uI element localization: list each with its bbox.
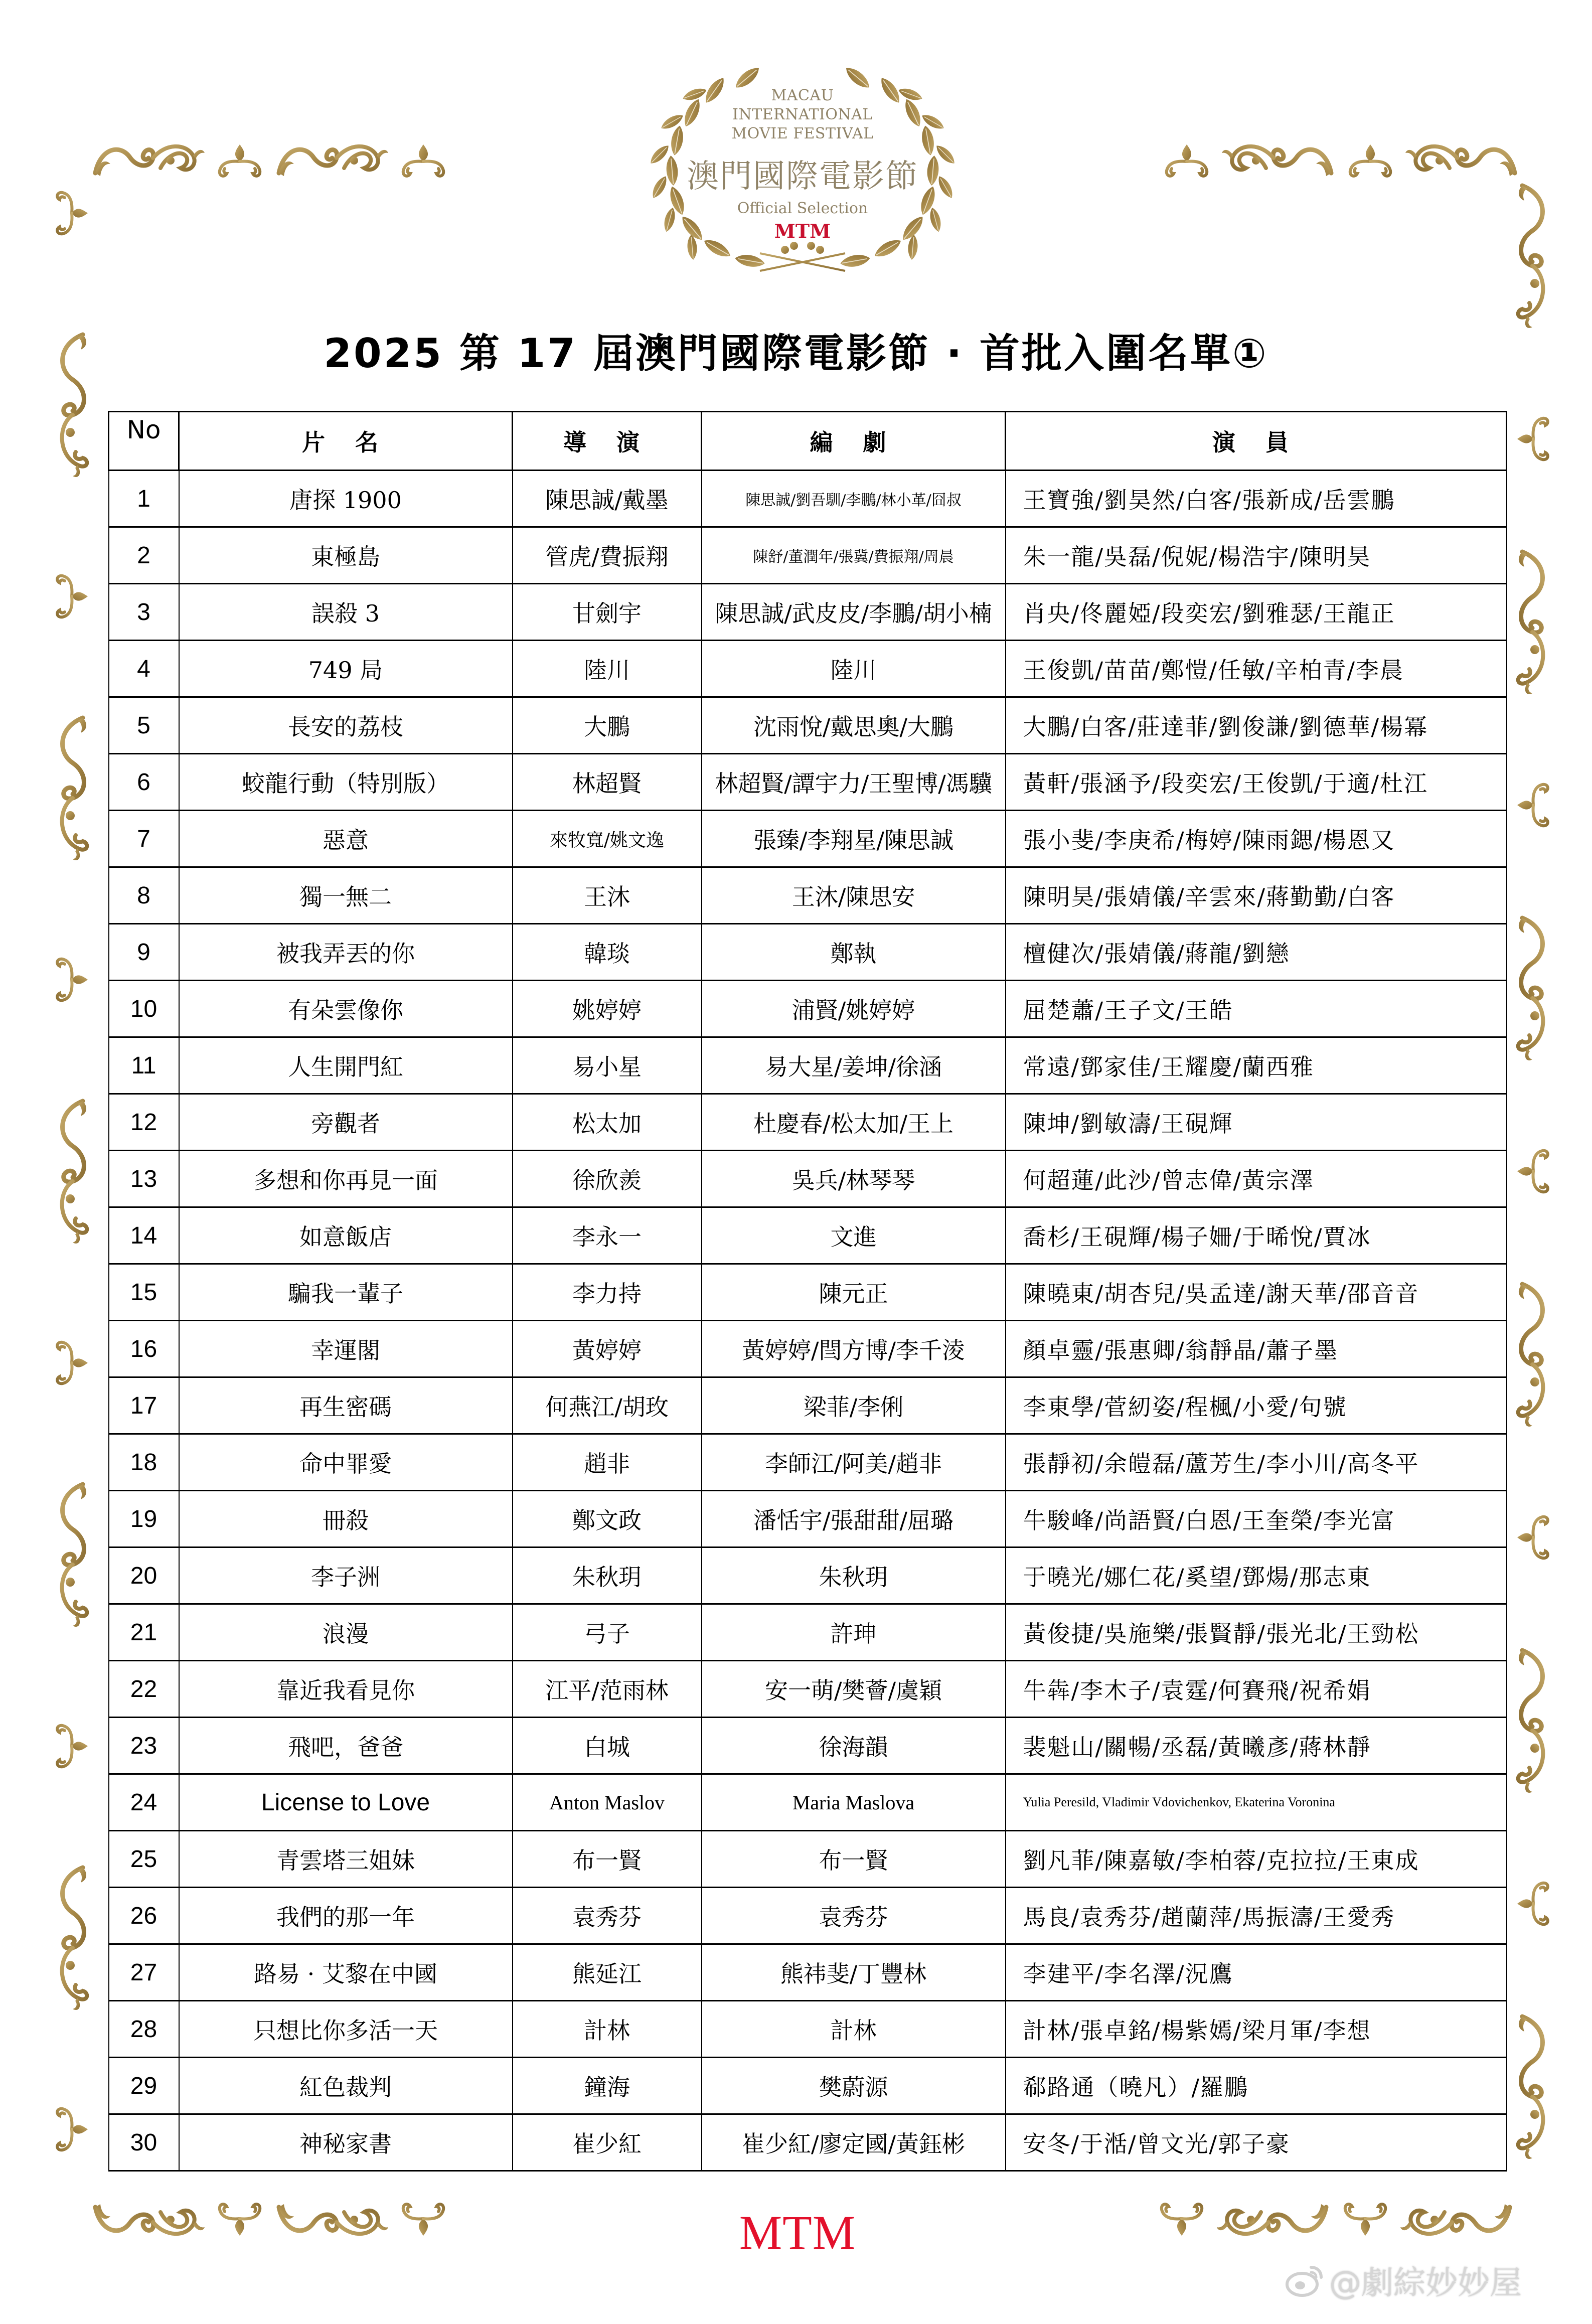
row-number: 4 xyxy=(109,641,179,697)
fleur-ornament-icon xyxy=(53,1714,93,1779)
fleur-ornament-icon xyxy=(210,2200,270,2240)
table-row xyxy=(109,2001,1507,2058)
row-number: 20 xyxy=(109,1547,179,1604)
director: 白城 xyxy=(513,1718,702,1774)
scroll-ornament-icon xyxy=(1507,913,1557,1063)
film-title: 獨一無二 xyxy=(179,867,513,924)
row-number: 26 xyxy=(109,1888,179,1944)
row-number: 25 xyxy=(109,1831,179,1888)
fleur-ornament-icon xyxy=(53,947,93,1012)
director: 管虎/費振翔 xyxy=(513,527,702,584)
director: 王沐 xyxy=(513,867,702,924)
scroll-ornament-icon xyxy=(1507,2011,1557,2162)
scroll-ornament-icon xyxy=(1221,138,1336,183)
row-number: 8 xyxy=(109,867,179,924)
fleur-ornament-icon xyxy=(1512,1139,1552,1204)
screenwriter: 李師江/阿美/趙非 xyxy=(702,1434,1006,1491)
film-title: 青雲塔三姐妹 xyxy=(179,1831,513,1888)
fleur-ornament-icon xyxy=(393,2200,453,2240)
director: 朱秋玥 xyxy=(513,1547,702,1604)
film-title: 如意飯店 xyxy=(179,1207,513,1264)
cast: 于曉光/娜仁花/奚望/鄧煬/那志東 xyxy=(1006,1547,1507,1604)
table-body xyxy=(109,471,1507,2171)
row-number: 29 xyxy=(109,2058,179,2114)
cast: 馬良/袁秀芬/趙蘭萍/馬振濤/王愛秀 xyxy=(1006,1888,1507,1944)
cast: 黃軒/張涵予/段奕宏/王俊凱/于適/杜江 xyxy=(1006,754,1507,811)
table-row xyxy=(109,1718,1507,1774)
screenwriter: 浦賢/姚婷婷 xyxy=(702,981,1006,1037)
screenwriter: 沈雨悅/戴思奧/大鵬 xyxy=(702,697,1006,754)
page-title: 2025 第 17 屆澳門國際電影節 · 首批入圍名單① xyxy=(324,330,1268,377)
logo-brand: MTM xyxy=(774,220,831,242)
table-row xyxy=(109,697,1507,754)
cast: 檀健次/張婧儀/蔣龍/劉戀 xyxy=(1006,924,1507,981)
table-row xyxy=(109,1888,1507,1944)
director: 來牧寬/姚文逸 xyxy=(513,811,702,867)
film-title: 人生開門紅 xyxy=(179,1037,513,1094)
cast: 郗路通（曉凡）/羅鵬 xyxy=(1006,2058,1507,2114)
film-title: 只想比你多活一天 xyxy=(179,2001,513,2058)
film-title: 冊殺 xyxy=(179,1491,513,1547)
film-title: 命中罪愛 xyxy=(179,1434,513,1491)
table-row xyxy=(109,867,1507,924)
row-number: 16 xyxy=(109,1321,179,1377)
film-title: 旁觀者 xyxy=(179,1094,513,1151)
table-row xyxy=(109,1151,1507,1207)
screenwriter: 文進 xyxy=(702,1207,1006,1264)
screenwriter: 陳舒/董潤年/張冀/費振翔/周晨 xyxy=(702,527,1006,584)
screenwriter: 陳思誠/武皮皮/李鵬/胡小楠 xyxy=(702,584,1006,641)
screenwriter: 黃婷婷/閆方博/李千淩 xyxy=(702,1321,1006,1377)
cast: 黃俊捷/吳施樂/張賢靜/張光北/王勁松 xyxy=(1006,1604,1507,1661)
cast: 屈楚蕭/王子文/王皓 xyxy=(1006,981,1507,1037)
header-title: 片 名 xyxy=(179,412,513,471)
film-title: 再生密碼 xyxy=(179,1377,513,1434)
table-row xyxy=(109,811,1507,867)
scroll-ornament-icon xyxy=(1507,1645,1557,1796)
ornament-border-right xyxy=(1505,181,1560,2162)
cast: 張小斐/李庚希/梅婷/陳雨鍶/楊恩又 xyxy=(1006,811,1507,867)
film-title: 路易 · 艾黎在中國 xyxy=(179,1944,513,2001)
header-no: No xyxy=(109,412,179,471)
table-row xyxy=(109,471,1507,527)
director: 甘劍宇 xyxy=(513,584,702,641)
scroll-ornament-icon xyxy=(1507,1279,1557,1430)
table-row xyxy=(109,2114,1507,2171)
film-title: 被我弄丟的你 xyxy=(179,924,513,981)
ornament-border-bottom-right xyxy=(1013,2192,1515,2247)
row-number: 30 xyxy=(109,2114,179,2171)
director: 松太加 xyxy=(513,1094,702,1151)
screenwriter: 張臻/李翔星/陳思誠 xyxy=(702,811,1006,867)
film-title: 神秘家書 xyxy=(179,2114,513,2171)
ornament-border-bottom-left xyxy=(90,2192,592,2247)
film-title: 有朵雲像你 xyxy=(179,981,513,1037)
table-row xyxy=(109,1547,1507,1604)
director: 大鵬 xyxy=(513,697,702,754)
director: 鐘海 xyxy=(513,2058,702,2114)
footer-brand-logo: MTM xyxy=(739,2206,856,2259)
director: Anton Maslov xyxy=(513,1774,702,1831)
row-number: 11 xyxy=(109,1037,179,1094)
row-number: 2 xyxy=(109,527,179,584)
screenwriter: 樊蔚源 xyxy=(702,2058,1006,2114)
scroll-ornament-icon xyxy=(1216,2197,1331,2242)
film-title: 長安的荔枝 xyxy=(179,697,513,754)
fleur-ornament-icon xyxy=(1512,772,1552,838)
table-row xyxy=(109,981,1507,1037)
cast: 常遠/鄧家佳/王耀慶/蘭西雅 xyxy=(1006,1037,1507,1094)
row-number: 7 xyxy=(109,811,179,867)
ornament-border-top-right xyxy=(1018,133,1520,188)
row-number: 17 xyxy=(109,1377,179,1434)
film-title: 浪漫 xyxy=(179,1604,513,1661)
scroll-ornament-icon xyxy=(1507,181,1557,331)
director: 徐欣羨 xyxy=(513,1151,702,1207)
row-number: 14 xyxy=(109,1207,179,1264)
film-title: 東極島 xyxy=(179,527,513,584)
director: 姚婷婷 xyxy=(513,981,702,1037)
table-row xyxy=(109,527,1507,584)
film-title: 唐探 1900 xyxy=(179,471,513,527)
director: 鄭文政 xyxy=(513,1491,702,1547)
cast: 朱一龍/吳磊/倪妮/楊浩宇/陳明昊 xyxy=(1006,527,1507,584)
table-row xyxy=(109,641,1507,697)
cast: 牛駿峰/尚語賢/白恩/王奎榮/李光富 xyxy=(1006,1491,1507,1547)
header-cast: 演 員 xyxy=(1006,412,1507,471)
screenwriter: 陸川 xyxy=(702,641,1006,697)
table-row xyxy=(109,754,1507,811)
header-director: 導 演 xyxy=(513,412,702,471)
header-writer: 編 劇 xyxy=(702,412,1006,471)
screenwriter: 陳元正 xyxy=(702,1264,1006,1321)
director: 崔少紅 xyxy=(513,2114,702,2171)
director: 趙非 xyxy=(513,1434,702,1491)
table-row xyxy=(109,1774,1507,1831)
table-row xyxy=(109,1264,1507,1321)
scroll-ornament-icon xyxy=(48,1479,98,1630)
film-title: 騙我一輩子 xyxy=(179,1264,513,1321)
row-number: 12 xyxy=(109,1094,179,1151)
cast: 李東學/菅紉姿/程楓/小愛/句號 xyxy=(1006,1377,1507,1434)
row-number: 19 xyxy=(109,1491,179,1547)
cast: 陳曉東/胡杏兒/吳孟達/謝天華/邵音音 xyxy=(1006,1264,1507,1321)
director: 李力持 xyxy=(513,1264,702,1321)
screenwriter: 陳思誠/劉吾馴/李鵬/林小革/囧叔 xyxy=(702,471,1006,527)
row-number: 6 xyxy=(109,754,179,811)
film-title: 多想和你再見一面 xyxy=(179,1151,513,1207)
table-row xyxy=(109,1377,1507,1434)
director: 熊延江 xyxy=(513,1944,702,2001)
screenwriter: 鄭執 xyxy=(702,924,1006,981)
fleur-ornament-icon xyxy=(53,2097,93,2162)
scroll-ornament-icon xyxy=(1399,2197,1515,2242)
table-row xyxy=(109,1321,1507,1377)
director: 布一賢 xyxy=(513,1831,702,1888)
screenwriter: 易大星/姜坤/徐涵 xyxy=(702,1037,1006,1094)
ornament-border-left xyxy=(45,181,100,2162)
director: 韓琰 xyxy=(513,924,702,981)
table-row xyxy=(109,1661,1507,1718)
cast: 顏卓靈/張惠卿/翁靜晶/蕭子墨 xyxy=(1006,1321,1507,1377)
screenwriter: 林超賢/譚宇力/王聖博/馮驥 xyxy=(702,754,1006,811)
screenwriter: 崔少紅/廖定國/黃鈺彬 xyxy=(702,2114,1006,2171)
director: 弓子 xyxy=(513,1604,702,1661)
film-title: 蛟龍行動（特別版） xyxy=(179,754,513,811)
fleur-ornament-icon xyxy=(1512,406,1552,472)
screenwriter: Maria Maslova xyxy=(702,1774,1006,1831)
table-row xyxy=(109,1037,1507,1094)
cast: 陳坤/劉敏濤/王硯輝 xyxy=(1006,1094,1507,1151)
director: 陸川 xyxy=(513,641,702,697)
screenwriter: 布一賢 xyxy=(702,1831,1006,1888)
fleur-ornament-icon xyxy=(210,140,270,181)
table-row xyxy=(109,924,1507,981)
cast: Yulia Peresild, Vladimir Vdovichenkov, Ekaterina Voronina xyxy=(1006,1774,1507,1831)
cast: 李建平/李名澤/況鷹 xyxy=(1006,1944,1507,2001)
director: 江平/范雨林 xyxy=(513,1661,702,1718)
row-number: 18 xyxy=(109,1434,179,1491)
table-row xyxy=(109,1944,1507,2001)
cast: 王寶強/劉昊然/白客/張新成/岳雲鵬 xyxy=(1006,471,1507,527)
row-number: 27 xyxy=(109,1944,179,2001)
cast: 喬杉/王硯輝/楊子姍/于晞悅/賈冰 xyxy=(1006,1207,1507,1264)
row-number: 22 xyxy=(109,1661,179,1718)
film-title: 749 局 xyxy=(179,641,513,697)
row-number: 13 xyxy=(109,1151,179,1207)
fleur-ornament-icon xyxy=(1152,2200,1212,2240)
fleur-ornament-icon xyxy=(393,140,453,181)
screenwriter: 梁菲/李俐 xyxy=(702,1377,1006,1434)
cast: 牛犇/李木子/袁霆/何賽飛/祝希娟 xyxy=(1006,1661,1507,1718)
table-row xyxy=(109,1207,1507,1264)
scroll-ornament-icon xyxy=(274,2197,389,2242)
fleur-ornament-icon xyxy=(1157,140,1217,181)
cast: 安冬/于湉/曾文光/郭子豪 xyxy=(1006,2114,1507,2171)
fleur-ornament-icon xyxy=(1335,2200,1395,2240)
director: 易小星 xyxy=(513,1037,702,1094)
screenwriter: 朱秋玥 xyxy=(702,1547,1006,1604)
screenwriter: 安一萌/樊薈/虞穎 xyxy=(702,1661,1006,1718)
screenwriter: 杜慶春/松太加/王上 xyxy=(702,1094,1006,1151)
scroll-ornament-icon xyxy=(48,713,98,863)
selection-table xyxy=(108,411,1507,2172)
row-number: 15 xyxy=(109,1264,179,1321)
screenwriter: 王沐/陳思安 xyxy=(702,867,1006,924)
fleur-ornament-icon xyxy=(1512,1871,1552,1936)
film-title: 我們的那一年 xyxy=(179,1888,513,1944)
director: 何燕江/胡玫 xyxy=(513,1377,702,1434)
cast: 陳明昊/張婧儀/辛雲來/蔣勤勤/白客 xyxy=(1006,867,1507,924)
logo-english-name: MACAU INTERNATIONAL MOVIE FESTIVAL xyxy=(731,87,874,142)
director: 計林 xyxy=(513,2001,702,2058)
table-row xyxy=(109,1831,1507,1888)
cast: 裴魁山/關暢/丞磊/黃曦彥/蔣林靜 xyxy=(1006,1718,1507,1774)
table-row xyxy=(109,1434,1507,1491)
film-title: 李子洲 xyxy=(179,1547,513,1604)
screenwriter: 袁秀芬 xyxy=(702,1888,1006,1944)
fleur-ornament-icon xyxy=(1340,140,1400,181)
weibo-icon xyxy=(1284,2260,1324,2300)
film-title: 靠近我看見你 xyxy=(179,1661,513,1718)
cast: 何超蓮/此沙/曾志偉/黃宗澤 xyxy=(1006,1151,1507,1207)
cast: 王俊凱/苗苗/鄭愷/任敏/辛柏青/李晨 xyxy=(1006,641,1507,697)
film-title: 紅色裁判 xyxy=(179,2058,513,2114)
table-row xyxy=(109,1094,1507,1151)
logo-chinese-name: 澳門國際電影節 xyxy=(687,158,918,195)
scroll-ornament-icon xyxy=(1404,138,1520,183)
scroll-ornament-icon xyxy=(90,138,206,183)
scroll-ornament-icon xyxy=(48,1863,98,2013)
scroll-ornament-icon xyxy=(1507,547,1557,697)
film-title: 飛吧，爸爸 xyxy=(179,1718,513,1774)
row-number: 9 xyxy=(109,924,179,981)
cast: 大鵬/白客/莊達菲/劉俊謙/劉德華/楊冪 xyxy=(1006,697,1507,754)
scroll-ornament-icon xyxy=(274,138,389,183)
scroll-ornament-icon xyxy=(90,2197,206,2242)
table-row xyxy=(109,2058,1507,2114)
screenwriter: 吳兵/林琴琴 xyxy=(702,1151,1006,1207)
cast: 張靜初/余皚磊/蘆芳生/李小川/高冬平 xyxy=(1006,1434,1507,1491)
table-row xyxy=(109,1604,1507,1661)
film-title: 幸運閣 xyxy=(179,1321,513,1377)
screenwriter: 熊祎斐/丁豐林 xyxy=(702,1944,1006,2001)
screenwriter: 潘恬宇/張甜甜/屈璐 xyxy=(702,1491,1006,1547)
fleur-ornament-icon xyxy=(53,1330,93,1396)
row-number: 28 xyxy=(109,2001,179,2058)
row-number: 21 xyxy=(109,1604,179,1661)
director: 袁秀芬 xyxy=(513,1888,702,1944)
screenwriter: 徐海韻 xyxy=(702,1718,1006,1774)
director: 林超賢 xyxy=(513,754,702,811)
fleur-ornament-icon xyxy=(53,564,93,629)
cast: 劉凡菲/陳嘉敏/李柏蓉/克拉拉/王東成 xyxy=(1006,1831,1507,1888)
table-header-row xyxy=(109,412,1507,471)
row-number: 24 xyxy=(109,1774,179,1831)
watermark xyxy=(1284,2257,1522,2303)
fleur-ornament-icon xyxy=(53,181,93,246)
cast: 肖央/佟麗婭/段奕宏/劉雅瑟/王龍正 xyxy=(1006,584,1507,641)
screenwriter: 許珅 xyxy=(702,1604,1006,1661)
director: 黃婷婷 xyxy=(513,1321,702,1377)
fleur-ornament-icon xyxy=(1512,1505,1552,1570)
director: 李永一 xyxy=(513,1207,702,1264)
film-title: License to Love xyxy=(179,1774,513,1831)
festival-laurel-logo xyxy=(634,60,971,276)
logo-official-selection: Official Selection xyxy=(737,200,868,217)
watermark-text: @劇綜妙妙屋 xyxy=(1329,2265,1522,2302)
row-number: 5 xyxy=(109,697,179,754)
screenwriter: 計林 xyxy=(702,2001,1006,2058)
row-number: 23 xyxy=(109,1718,179,1774)
scroll-ornament-icon xyxy=(48,1096,98,1247)
table-row xyxy=(109,584,1507,641)
film-title: 惡意 xyxy=(179,811,513,867)
table-row xyxy=(109,1491,1507,1547)
cast: 計林/張卓銘/楊紫嫣/梁月軍/李想 xyxy=(1006,2001,1507,2058)
row-number: 10 xyxy=(109,981,179,1037)
row-number: 3 xyxy=(109,584,179,641)
row-number: 1 xyxy=(109,471,179,527)
film-title: 誤殺 3 xyxy=(179,584,513,641)
director: 陳思誠/戴墨 xyxy=(513,471,702,527)
ornament-border-top-left xyxy=(90,133,592,188)
